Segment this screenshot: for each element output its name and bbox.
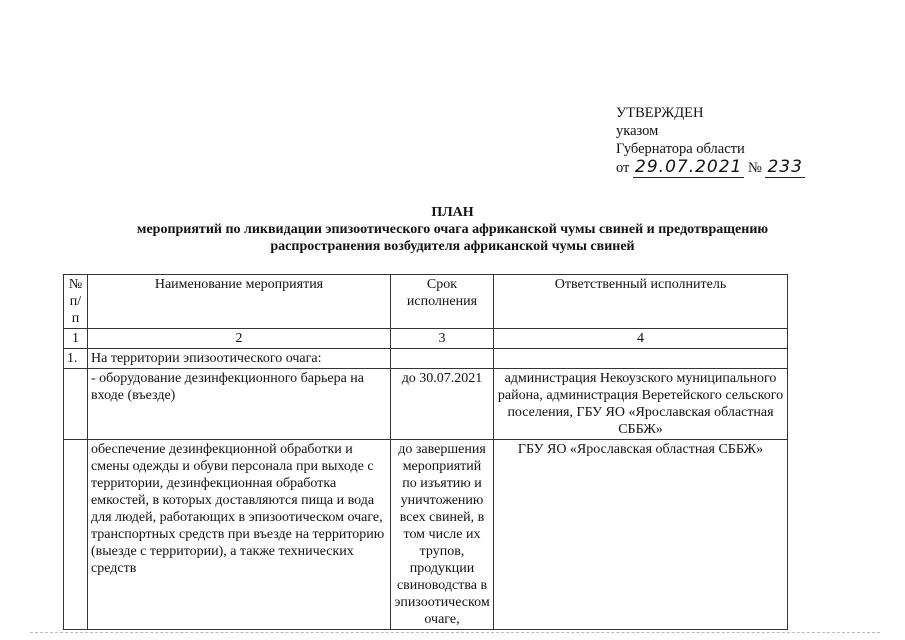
row-deadline: до 30.07.2021 <box>391 369 494 440</box>
header-executor: Ответственный исполнитель <box>494 275 788 329</box>
row-deadline <box>391 349 494 369</box>
header-number-line-1: № <box>68 277 83 292</box>
approval-stamp <box>616 104 805 177</box>
header-number <box>64 275 88 329</box>
handwritten-date: 29.07.2021 <box>635 157 743 177</box>
header-deadline <box>391 275 494 329</box>
column-number: 3 <box>391 329 494 349</box>
approval-date-line <box>616 158 805 177</box>
plan-heading: ПЛАН <box>431 205 474 220</box>
table-header-row <box>64 275 788 329</box>
row-executor <box>494 349 788 369</box>
approval-decree: указом <box>616 123 659 139</box>
approval-title: УТВЕРЖДЕН <box>616 105 704 121</box>
table-row <box>64 440 788 630</box>
date-prefix: от <box>616 160 630 176</box>
header-deadline-line-1: Срок <box>426 277 458 292</box>
column-number: 1 <box>64 329 88 349</box>
column-number: 4 <box>494 329 788 349</box>
plan-table <box>63 274 788 630</box>
header-number-line-2: п/п <box>69 294 82 326</box>
row-activity: - оборудование дезинфекционного барьера на входе (въезде) <box>88 369 391 440</box>
scan-edge-artifact <box>30 632 880 635</box>
row-executor: администрация Некоузского муниципального района, администрация Веретейского сельского поселения, ГБУ ЯО «Ярославская областная СББЖ» <box>494 369 788 440</box>
plan-title <box>100 204 805 255</box>
table-row <box>64 369 788 440</box>
row-number <box>64 369 88 440</box>
handwritten-number: 233 <box>767 157 803 177</box>
row-activity: На территории эпизоотического очага: <box>88 349 391 369</box>
approval-governor: Губернатора области <box>616 141 745 157</box>
plan-subtitle-line-2: распространения возбудителя африканской чумы свиней <box>270 239 635 254</box>
column-number: 2 <box>88 329 391 349</box>
header-deadline-line-2: исполнения <box>406 294 478 309</box>
table-row <box>64 349 788 369</box>
row-executor: ГБУ ЯО «Ярославская областная СББЖ» <box>494 440 788 630</box>
row-number <box>64 440 88 630</box>
row-activity: обеспечение дезинфекционной обработки и смены одежды и обуви персонала при выходе с территории, дезинфекционная обработка емкостей, в которых доставляются пища и вода для людей, работающих в эпизоотическом очаге, транспортных средств при въезде на территорию (выезде с территории), а также технических средств <box>88 440 391 630</box>
plan-subtitle-line-1: мероприятий по ликвидации эпизоотического очага африканской чумы свиней и предотвращению <box>136 222 769 237</box>
number-prefix: № <box>748 160 762 176</box>
row-number: 1. <box>64 349 88 369</box>
header-activity: Наименование мероприятия <box>88 275 391 329</box>
column-number-row <box>64 329 788 349</box>
row-deadline: до завершения мероприятий по изъятию и уничтожению всех свиней, в том числе их трупов, продукции свиноводства в эпизоотическом очаге, <box>391 440 494 630</box>
